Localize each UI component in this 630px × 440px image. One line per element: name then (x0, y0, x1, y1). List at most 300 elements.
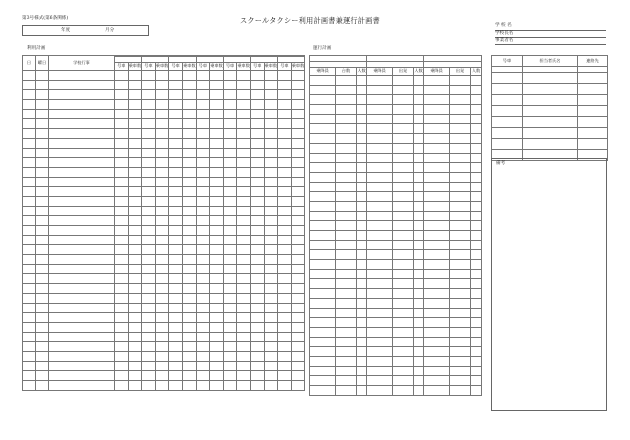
table-cell[interactable] (393, 279, 414, 289)
table-cell[interactable] (310, 76, 336, 86)
table-cell[interactable] (278, 293, 292, 303)
table-cell[interactable] (471, 182, 482, 192)
table-cell[interactable] (250, 187, 264, 197)
table-cell[interactable] (142, 226, 156, 236)
table-cell[interactable] (264, 381, 278, 391)
table-cell[interactable] (182, 119, 196, 129)
table-cell[interactable] (424, 105, 450, 115)
table-cell[interactable] (142, 264, 156, 274)
table-cell[interactable] (250, 332, 264, 342)
table-cell[interactable] (450, 250, 471, 260)
table-cell[interactable] (155, 351, 169, 361)
table-cell[interactable] (210, 138, 224, 148)
table-cell[interactable] (169, 226, 183, 236)
table-cell[interactable] (142, 245, 156, 255)
table-cell[interactable] (128, 313, 142, 323)
table-cell[interactable] (196, 351, 210, 361)
table-cell[interactable] (223, 284, 237, 294)
table-cell[interactable] (336, 366, 357, 376)
table-cell[interactable] (142, 138, 156, 148)
table-cell[interactable] (49, 342, 115, 352)
table-cell[interactable] (115, 361, 129, 371)
table-cell[interactable] (169, 274, 183, 284)
table-cell[interactable] (128, 109, 142, 119)
table-cell[interactable] (237, 303, 251, 313)
table-cell[interactable] (196, 216, 210, 226)
table-cell[interactable] (367, 386, 393, 396)
table-cell[interactable] (291, 187, 305, 197)
table-cell[interactable] (414, 260, 424, 270)
table-cell[interactable] (115, 255, 129, 265)
table-cell[interactable] (115, 322, 129, 332)
table-cell[interactable] (264, 138, 278, 148)
table-cell[interactable] (393, 356, 414, 366)
table-cell[interactable] (196, 71, 210, 81)
table-cell[interactable] (471, 240, 482, 250)
table-cell[interactable] (471, 279, 482, 289)
table-cell[interactable] (278, 351, 292, 361)
table-cell[interactable] (196, 100, 210, 110)
table-cell[interactable] (450, 124, 471, 134)
table-cell[interactable] (393, 211, 414, 221)
table-cell[interactable] (450, 327, 471, 337)
table-cell[interactable] (49, 196, 115, 206)
table-cell[interactable] (115, 109, 129, 119)
table-cell[interactable] (310, 318, 336, 328)
table-cell[interactable] (450, 240, 471, 250)
table-cell[interactable] (414, 221, 424, 231)
table-cell[interactable] (424, 366, 450, 376)
table-cell[interactable] (310, 327, 336, 337)
table-cell[interactable] (336, 347, 357, 357)
table-cell[interactable] (278, 371, 292, 381)
table-cell[interactable] (182, 90, 196, 100)
table-cell[interactable] (393, 105, 414, 115)
table-cell[interactable] (450, 231, 471, 241)
table-cell[interactable] (115, 138, 129, 148)
table-cell[interactable] (250, 109, 264, 119)
table-cell[interactable] (210, 293, 224, 303)
table-cell[interactable] (336, 376, 357, 386)
table-cell[interactable] (393, 192, 414, 202)
table-cell[interactable] (128, 381, 142, 391)
table-cell[interactable] (142, 119, 156, 129)
table-cell[interactable] (278, 71, 292, 81)
table-cell[interactable] (310, 85, 336, 95)
table-cell[interactable] (264, 226, 278, 236)
table-cell[interactable] (169, 381, 183, 391)
table-cell[interactable] (250, 284, 264, 294)
table-cell[interactable] (155, 313, 169, 323)
table-cell[interactable] (424, 85, 450, 95)
table-cell[interactable] (278, 226, 292, 236)
table-cell[interactable] (357, 356, 367, 366)
table-cell[interactable] (393, 260, 414, 270)
table-cell[interactable] (142, 216, 156, 226)
table-cell[interactable] (357, 95, 367, 105)
table-cell[interactable] (291, 100, 305, 110)
table-cell[interactable] (115, 71, 129, 81)
table-cell[interactable] (155, 255, 169, 265)
table-cell[interactable] (115, 148, 129, 158)
table-cell[interactable] (450, 347, 471, 357)
table-cell[interactable] (278, 264, 292, 274)
table-cell[interactable] (450, 201, 471, 211)
table-cell[interactable] (278, 138, 292, 148)
table-cell[interactable] (278, 332, 292, 342)
table-cell[interactable] (393, 182, 414, 192)
table-cell[interactable] (169, 80, 183, 90)
table-cell[interactable] (336, 124, 357, 134)
table-cell[interactable] (291, 293, 305, 303)
table-cell[interactable] (278, 196, 292, 206)
table-cell[interactable] (336, 192, 357, 202)
table-cell[interactable] (23, 206, 36, 216)
table-cell[interactable] (49, 245, 115, 255)
table-cell[interactable] (49, 371, 115, 381)
table-cell[interactable] (223, 206, 237, 216)
table-cell[interactable] (182, 80, 196, 90)
table-cell[interactable] (278, 80, 292, 90)
table-cell[interactable] (155, 206, 169, 216)
table-cell[interactable] (310, 192, 336, 202)
table-cell[interactable] (424, 182, 450, 192)
table-cell[interactable] (291, 80, 305, 90)
table-cell[interactable] (492, 73, 523, 84)
table-cell[interactable] (291, 381, 305, 391)
table-cell[interactable] (142, 313, 156, 323)
table-cell[interactable] (250, 274, 264, 284)
table-cell[interactable] (414, 250, 424, 260)
table-cell[interactable] (237, 109, 251, 119)
table-cell[interactable] (237, 80, 251, 90)
table-cell[interactable] (250, 264, 264, 274)
table-cell[interactable] (223, 351, 237, 361)
table-cell[interactable] (223, 80, 237, 90)
table-cell[interactable] (250, 322, 264, 332)
table-cell[interactable] (196, 119, 210, 129)
table-cell[interactable] (278, 235, 292, 245)
table-cell[interactable] (155, 361, 169, 371)
table-cell[interactable] (336, 231, 357, 241)
table-cell[interactable] (278, 148, 292, 158)
table-cell[interactable] (36, 226, 49, 236)
table-cell[interactable] (367, 85, 393, 95)
table-cell[interactable] (115, 119, 129, 129)
table-cell[interactable] (182, 138, 196, 148)
table-cell[interactable] (237, 206, 251, 216)
table-cell[interactable] (414, 85, 424, 95)
table-cell[interactable] (424, 240, 450, 250)
table-cell[interactable] (336, 386, 357, 396)
table-cell[interactable] (450, 105, 471, 115)
table-cell[interactable] (393, 153, 414, 163)
table-cell[interactable] (471, 250, 482, 260)
table-cell[interactable] (367, 201, 393, 211)
table-cell[interactable] (142, 100, 156, 110)
table-cell[interactable] (357, 376, 367, 386)
table-cell[interactable] (471, 85, 482, 95)
table-cell[interactable] (49, 206, 115, 216)
table-cell[interactable] (310, 182, 336, 192)
table-cell[interactable] (36, 129, 49, 139)
table-cell[interactable] (23, 216, 36, 226)
table-cell[interactable] (169, 100, 183, 110)
table-cell[interactable] (450, 376, 471, 386)
table-cell[interactable] (367, 318, 393, 328)
table-cell[interactable] (142, 255, 156, 265)
table-cell[interactable] (23, 351, 36, 361)
table-cell[interactable] (367, 114, 393, 124)
table-cell[interactable] (336, 76, 357, 86)
table-cell[interactable] (142, 129, 156, 139)
table-cell[interactable] (155, 293, 169, 303)
table-cell[interactable] (237, 313, 251, 323)
table-cell[interactable] (414, 76, 424, 86)
table-cell[interactable] (196, 206, 210, 216)
table-cell[interactable] (210, 342, 224, 352)
table-cell[interactable] (237, 71, 251, 81)
table-cell[interactable] (424, 95, 450, 105)
table-cell[interactable] (128, 196, 142, 206)
table-cell[interactable] (237, 196, 251, 206)
table-cell[interactable] (264, 90, 278, 100)
table-cell[interactable] (223, 148, 237, 158)
table-cell[interactable] (393, 250, 414, 260)
table-cell[interactable] (210, 119, 224, 129)
table-cell[interactable] (291, 119, 305, 129)
table-cell[interactable] (250, 177, 264, 187)
table-cell[interactable] (115, 293, 129, 303)
table-cell[interactable] (424, 318, 450, 328)
table-cell[interactable] (115, 196, 129, 206)
table-cell[interactable] (310, 250, 336, 260)
table-cell[interactable] (128, 361, 142, 371)
table-cell[interactable] (142, 148, 156, 158)
table-cell[interactable] (182, 245, 196, 255)
table-cell[interactable] (310, 260, 336, 270)
table-cell[interactable] (155, 274, 169, 284)
table-cell[interactable] (196, 129, 210, 139)
table-cell[interactable] (523, 106, 578, 117)
table-cell[interactable] (450, 279, 471, 289)
table-cell[interactable] (182, 371, 196, 381)
table-cell[interactable] (169, 322, 183, 332)
table-cell[interactable] (155, 119, 169, 129)
table-cell[interactable] (115, 371, 129, 381)
table-cell[interactable] (49, 71, 115, 81)
table-cell[interactable] (367, 347, 393, 357)
table-cell[interactable] (36, 148, 49, 158)
table-cell[interactable] (336, 201, 357, 211)
table-cell[interactable] (393, 308, 414, 318)
table-cell[interactable] (278, 313, 292, 323)
table-cell[interactable] (210, 216, 224, 226)
table-cell[interactable] (169, 313, 183, 323)
table-cell[interactable] (250, 167, 264, 177)
operator-name-field[interactable] (495, 38, 606, 45)
table-cell[interactable] (169, 90, 183, 100)
table-cell[interactable] (450, 143, 471, 153)
table-cell[interactable] (264, 255, 278, 265)
table-cell[interactable] (237, 381, 251, 391)
table-cell[interactable] (278, 119, 292, 129)
table-cell[interactable] (250, 361, 264, 371)
table-cell[interactable] (450, 386, 471, 396)
table-cell[interactable] (424, 211, 450, 221)
table-cell[interactable] (450, 356, 471, 366)
table-cell[interactable] (336, 337, 357, 347)
table-cell[interactable] (49, 226, 115, 236)
table-cell[interactable] (336, 279, 357, 289)
table-cell[interactable] (471, 376, 482, 386)
table-cell[interactable] (128, 245, 142, 255)
table-cell[interactable] (414, 240, 424, 250)
table-cell[interactable] (450, 337, 471, 347)
table-cell[interactable] (155, 138, 169, 148)
table-cell[interactable] (424, 153, 450, 163)
table-cell[interactable] (310, 356, 336, 366)
table-cell[interactable] (23, 313, 36, 323)
table-cell[interactable] (36, 274, 49, 284)
table-cell[interactable] (336, 172, 357, 182)
table-cell[interactable] (196, 167, 210, 177)
table-cell[interactable] (578, 117, 608, 128)
table-cell[interactable] (142, 235, 156, 245)
table-cell[interactable] (169, 361, 183, 371)
table-cell[interactable] (264, 361, 278, 371)
table-cell[interactable] (393, 337, 414, 347)
table-cell[interactable] (492, 128, 523, 139)
table-cell[interactable] (336, 289, 357, 299)
table-cell[interactable] (393, 76, 414, 86)
table-cell[interactable] (223, 177, 237, 187)
table-cell[interactable] (424, 376, 450, 386)
table-cell[interactable] (492, 117, 523, 128)
table-cell[interactable] (264, 119, 278, 129)
table-cell[interactable] (36, 196, 49, 206)
table-cell[interactable] (250, 313, 264, 323)
table-cell[interactable] (36, 303, 49, 313)
table-cell[interactable] (357, 308, 367, 318)
table-cell[interactable] (196, 371, 210, 381)
table-cell[interactable] (49, 138, 115, 148)
table-cell[interactable] (471, 260, 482, 270)
table-cell[interactable] (264, 293, 278, 303)
table-cell[interactable] (450, 366, 471, 376)
table-cell[interactable] (414, 279, 424, 289)
table-cell[interactable] (367, 211, 393, 221)
table-cell[interactable] (357, 201, 367, 211)
table-cell[interactable] (36, 177, 49, 187)
table-cell[interactable] (223, 313, 237, 323)
table-cell[interactable] (278, 255, 292, 265)
table-cell[interactable] (23, 109, 36, 119)
table-cell[interactable] (471, 327, 482, 337)
table-cell[interactable] (223, 187, 237, 197)
table-cell[interactable] (115, 274, 129, 284)
table-cell[interactable] (367, 327, 393, 337)
table-cell[interactable] (155, 177, 169, 187)
table-cell[interactable] (471, 356, 482, 366)
table-cell[interactable] (393, 134, 414, 144)
table-cell[interactable] (49, 109, 115, 119)
table-cell[interactable] (23, 245, 36, 255)
table-cell[interactable] (450, 76, 471, 86)
table-cell[interactable] (128, 351, 142, 361)
table-cell[interactable] (223, 71, 237, 81)
table-cell[interactable] (128, 226, 142, 236)
table-cell[interactable] (357, 211, 367, 221)
table-cell[interactable] (310, 231, 336, 241)
table-cell[interactable] (237, 371, 251, 381)
table-cell[interactable] (336, 163, 357, 173)
table-cell[interactable] (49, 293, 115, 303)
table-cell[interactable] (367, 221, 393, 231)
table-cell[interactable] (424, 260, 450, 270)
table-cell[interactable] (471, 289, 482, 299)
table-cell[interactable] (210, 129, 224, 139)
table-cell[interactable] (36, 361, 49, 371)
table-cell[interactable] (278, 206, 292, 216)
table-cell[interactable] (414, 356, 424, 366)
table-cell[interactable] (49, 322, 115, 332)
table-cell[interactable] (264, 187, 278, 197)
table-cell[interactable] (264, 342, 278, 352)
table-cell[interactable] (393, 240, 414, 250)
table-cell[interactable] (471, 192, 482, 202)
table-cell[interactable] (414, 231, 424, 241)
table-cell[interactable] (291, 303, 305, 313)
table-cell[interactable] (393, 269, 414, 279)
table-cell[interactable] (237, 148, 251, 158)
table-cell[interactable] (278, 187, 292, 197)
table-cell[interactable] (424, 279, 450, 289)
table-cell[interactable] (182, 351, 196, 361)
table-cell[interactable] (310, 298, 336, 308)
table-cell[interactable] (23, 167, 36, 177)
table-cell[interactable] (367, 337, 393, 347)
table-cell[interactable] (357, 231, 367, 241)
table-cell[interactable] (291, 109, 305, 119)
table-cell[interactable] (115, 235, 129, 245)
table-cell[interactable] (450, 308, 471, 318)
table-cell[interactable] (237, 138, 251, 148)
table-cell[interactable] (142, 332, 156, 342)
table-cell[interactable] (196, 148, 210, 158)
table-cell[interactable] (210, 71, 224, 81)
table-cell[interactable] (36, 332, 49, 342)
table-cell[interactable] (223, 235, 237, 245)
table-cell[interactable] (278, 274, 292, 284)
table-cell[interactable] (310, 386, 336, 396)
table-cell[interactable] (142, 158, 156, 168)
table-cell[interactable] (115, 351, 129, 361)
table-cell[interactable] (291, 313, 305, 323)
table-cell[interactable] (36, 109, 49, 119)
table-cell[interactable] (223, 293, 237, 303)
table-cell[interactable] (182, 284, 196, 294)
table-cell[interactable] (492, 95, 523, 106)
table-cell[interactable] (210, 167, 224, 177)
table-cell[interactable] (49, 361, 115, 371)
table-cell[interactable] (264, 274, 278, 284)
table-cell[interactable] (128, 264, 142, 274)
table-cell[interactable] (223, 119, 237, 129)
table-cell[interactable] (424, 250, 450, 260)
table-cell[interactable] (357, 289, 367, 299)
table-cell[interactable] (424, 289, 450, 299)
